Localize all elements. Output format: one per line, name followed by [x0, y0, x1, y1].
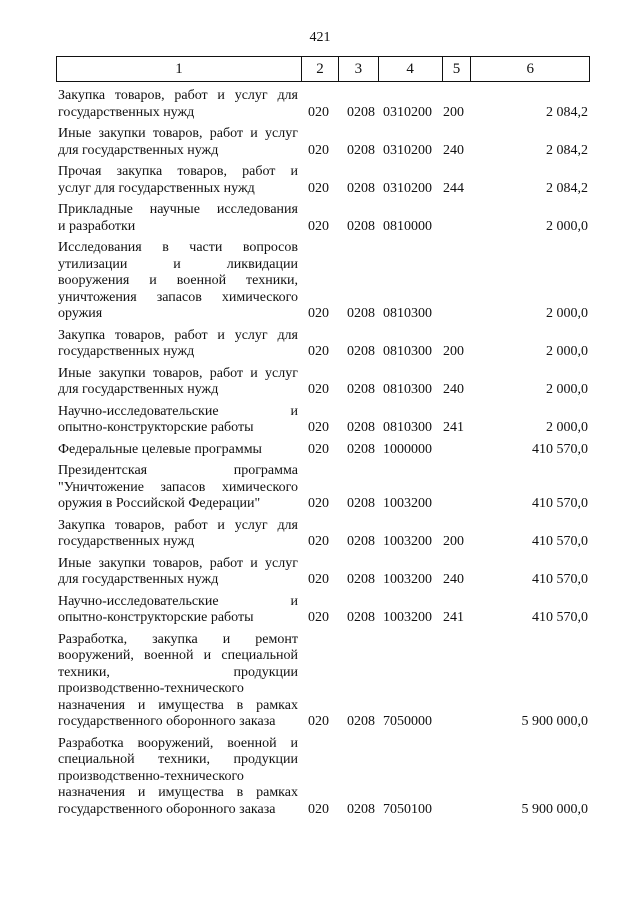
- row-code-section: 020: [308, 441, 329, 457]
- row-code-subsection: 0208: [347, 344, 375, 359]
- row-name: [56, 518, 302, 551]
- row-code-section: 020: [308, 496, 329, 511]
- row-code-expense-type: 241: [443, 420, 464, 435]
- row-code-section: 020: [308, 142, 329, 158]
- header-col-1: 1: [57, 57, 302, 81]
- row-code-expense-type: 240: [443, 382, 464, 397]
- table-row: [56, 518, 590, 551]
- row-name-line: Иные закупки товаров, работ и услуг: [58, 365, 298, 381]
- table-header: [56, 56, 590, 82]
- row-name: [56, 126, 302, 159]
- row-code-subsection: 0208: [347, 496, 375, 511]
- row-code-subsection: 0208: [347, 382, 375, 397]
- row-name: [56, 202, 302, 235]
- table-row: [56, 736, 590, 819]
- row-name-line: Закупка товаров, работ и услуг для: [58, 517, 298, 533]
- row-name-line: вооружения и военной техники,: [58, 273, 298, 288]
- row-name-line: оружия: [58, 306, 103, 321]
- row-code-expense-type: 244: [443, 180, 464, 196]
- row-code-target: 7050000: [383, 714, 432, 729]
- row-name-line: оружия в Российской Федерации": [58, 496, 261, 511]
- row-code-subsection: 0208: [347, 572, 375, 587]
- row-amount: 410 570,0: [532, 496, 588, 511]
- row-name: [56, 632, 302, 731]
- row-code-subsection: 0208: [347, 218, 375, 234]
- row-code-subsection: 0208: [347, 306, 375, 321]
- row-code-section: 020: [308, 382, 329, 397]
- header-col-6: 6: [526, 60, 534, 77]
- row-name: [56, 442, 302, 459]
- row-code-target: 0310200: [383, 180, 432, 196]
- row-name-line: государственного оборонного заказа: [58, 714, 276, 729]
- row-name-line: назначения и имущества в рамках: [58, 697, 298, 713]
- table-row: [56, 442, 590, 459]
- row-name-line: Иные закупки товаров, работ и услуг: [58, 555, 298, 571]
- table-row: [56, 126, 590, 159]
- page-number: 421: [309, 30, 331, 45]
- row-code-subsection: 0208: [347, 441, 375, 457]
- row-name: [56, 594, 302, 627]
- row-code-target: 0810300: [383, 420, 432, 435]
- row-name-line: государственных нужд: [58, 104, 195, 120]
- row-code-target: 0810000: [383, 218, 432, 234]
- row-amount: 2 084,2: [546, 180, 588, 196]
- row-code-target: 0810300: [383, 382, 432, 397]
- row-code-target: 0810300: [383, 344, 432, 359]
- row-name-line: услуг для государственных нужд: [58, 180, 255, 196]
- header-col-3: 3: [339, 57, 379, 81]
- row-name-line: Закупка товаров, работ и услуг для: [58, 88, 298, 103]
- row-code-section: 020: [308, 104, 329, 120]
- row-code-expense-type: 200: [443, 104, 464, 120]
- row-amount: 2 000,0: [546, 344, 588, 359]
- table-row: [56, 88, 590, 121]
- row-name-line: техники, продукции: [58, 664, 298, 680]
- row-name-line: Научно-исследовательские и: [58, 593, 298, 609]
- row-amount: 2 000,0: [546, 306, 588, 321]
- row-name-line: утилизации и ликвидации: [58, 256, 298, 272]
- row-code-subsection: 0208: [347, 714, 375, 729]
- row-name-line: назначения и имущества в рамках: [58, 785, 298, 800]
- row-code-expense-type: 240: [443, 572, 464, 587]
- row-amount: 2 000,0: [546, 382, 588, 397]
- row-name: [56, 404, 302, 437]
- row-code-target: 1003200: [383, 496, 432, 511]
- row-code-expense-type: 200: [443, 534, 464, 549]
- row-amount: 5 900 000,0: [521, 801, 588, 817]
- row-name-line: и разработки: [58, 218, 136, 234]
- row-name-line: Научно-исследовательские и: [58, 403, 298, 419]
- row-name-line: для государственных нужд: [58, 572, 219, 587]
- row-name-line: Закупка товаров, работ и услуг для: [58, 327, 298, 343]
- table-row: [56, 328, 590, 361]
- row-code-section: 020: [308, 180, 329, 196]
- row-name: [56, 240, 302, 323]
- row-name: [56, 88, 302, 121]
- table-row: [56, 366, 590, 399]
- row-name: [56, 366, 302, 399]
- row-name-line: Прикладные научные исследования: [58, 202, 298, 217]
- row-name-line: государственных нужд: [58, 344, 195, 359]
- row-name-line: Федеральные целевые программы: [58, 441, 262, 457]
- row-name-line: Иные закупки товаров, работ и услуг: [58, 126, 298, 141]
- row-code-section: 020: [308, 714, 329, 729]
- table-row: [56, 556, 590, 589]
- table-body: [56, 88, 590, 823]
- row-code-target: 1003200: [383, 534, 432, 549]
- row-name-line: государственных нужд: [58, 534, 195, 549]
- row-code-target: 0810300: [383, 306, 432, 321]
- table-row: [56, 404, 590, 437]
- row-name: [56, 328, 302, 361]
- row-code-expense-type: 240: [443, 142, 464, 158]
- row-code-subsection: 0208: [347, 610, 375, 625]
- row-amount: 2 000,0: [546, 218, 588, 234]
- row-name-line: Исследования в части вопросов: [58, 240, 298, 255]
- row-amount: 2 000,0: [546, 420, 588, 435]
- row-code-target: 0310200: [383, 104, 432, 120]
- row-code-section: 020: [308, 534, 329, 549]
- table-row: [56, 240, 590, 323]
- row-code-expense-type: 200: [443, 344, 464, 359]
- row-code-target: 1003200: [383, 610, 432, 625]
- row-code-section: 020: [308, 218, 329, 234]
- row-name-line: уничтожения запасов химического: [58, 289, 298, 305]
- row-name: [56, 463, 302, 513]
- row-amount: 2 084,2: [546, 104, 588, 120]
- row-amount: 5 900 000,0: [521, 714, 588, 729]
- row-name-line: специальной техники, продукции: [58, 752, 298, 767]
- row-code-section: 020: [308, 801, 329, 817]
- row-name-line: для государственных нужд: [58, 382, 219, 397]
- row-name-line: Президентская программа: [58, 463, 298, 478]
- row-code-expense-type: 241: [443, 610, 464, 625]
- row-code-section: 020: [308, 420, 329, 435]
- header-col-4: 4: [379, 57, 443, 81]
- row-name-line: Разработка, закупка и ремонт: [58, 631, 298, 647]
- row-name: [56, 556, 302, 589]
- table-row: [56, 632, 590, 731]
- row-code-target: 1000000: [383, 441, 432, 457]
- row-code-subsection: 0208: [347, 104, 375, 120]
- row-name-line: государственного оборонного заказа: [58, 801, 276, 817]
- row-amount: 410 570,0: [532, 441, 588, 457]
- row-name-line: производственно-технического: [58, 681, 244, 696]
- row-amount: 2 084,2: [546, 142, 588, 158]
- row-amount: 410 570,0: [532, 610, 588, 625]
- row-name-line: для государственных нужд: [58, 142, 219, 158]
- row-code-target: 7050100: [383, 801, 432, 817]
- row-name-line: вооружений, военной и специальной: [58, 648, 298, 663]
- header-col-5: 5: [443, 57, 472, 81]
- row-name: [56, 736, 302, 819]
- row-code-subsection: 0208: [347, 801, 375, 817]
- row-name: [56, 164, 302, 197]
- table-row: [56, 463, 590, 513]
- row-amount: 410 570,0: [532, 572, 588, 587]
- table-row: [56, 164, 590, 197]
- row-code-subsection: 0208: [347, 534, 375, 549]
- row-code-subsection: 0208: [347, 142, 375, 158]
- row-code-section: 020: [308, 610, 329, 625]
- header-col-2: 2: [302, 57, 339, 81]
- row-amount: 410 570,0: [532, 534, 588, 549]
- row-name-line: "Уничтожение запасов химического: [58, 479, 298, 495]
- row-name-line: производственно-технического: [58, 768, 244, 784]
- row-code-section: 020: [308, 306, 329, 321]
- row-name-line: опытно-конструкторские работы: [58, 610, 254, 625]
- row-code-subsection: 0208: [347, 180, 375, 196]
- row-code-section: 020: [308, 572, 329, 587]
- row-code-target: 0310200: [383, 142, 432, 158]
- row-code-section: 020: [308, 344, 329, 359]
- row-name-line: опытно-конструкторские работы: [58, 420, 254, 435]
- row-name-line: Прочая закупка товаров, работ и: [58, 164, 298, 179]
- table-row: [56, 594, 590, 627]
- row-code-target: 1003200: [383, 572, 432, 587]
- table-row: [56, 202, 590, 235]
- row-code-subsection: 0208: [347, 420, 375, 435]
- row-name-line: Разработка вооружений, военной и: [58, 735, 298, 751]
